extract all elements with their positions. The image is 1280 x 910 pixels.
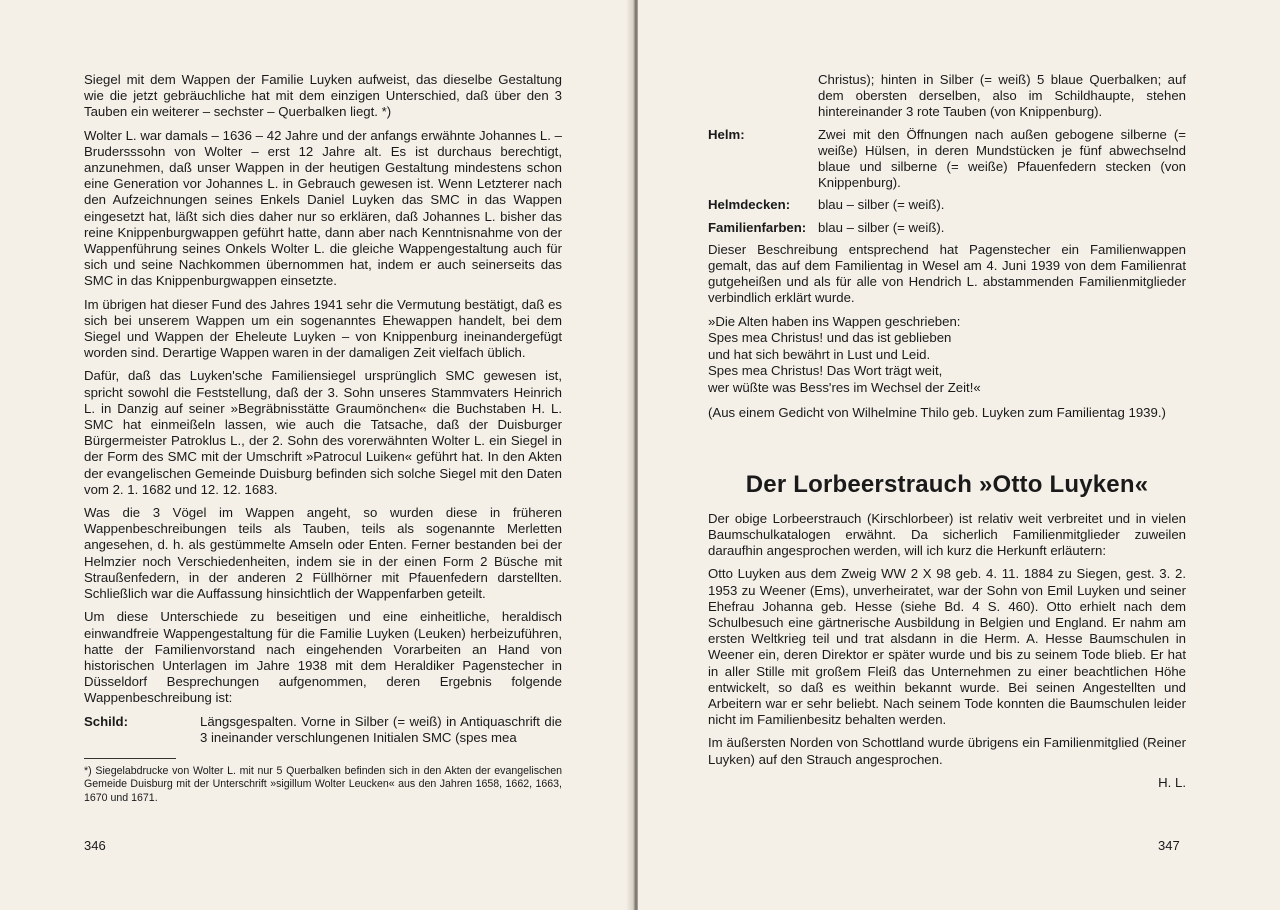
definition-row xyxy=(708,197,1186,213)
poem-line: Spes mea Christus! Das Wort trägt weit, xyxy=(708,363,943,379)
poem-line: wer wüßte was Bess'res im Wechsel der Zeit!« xyxy=(708,380,981,396)
section-heading: Der Lorbeerstrauch »Otto Luyken« xyxy=(745,470,1149,498)
definition-term: Familienfarben: xyxy=(708,219,807,235)
coat-of-arms-definitions xyxy=(708,72,1186,236)
author-signature: H. L. xyxy=(1158,774,1186,790)
definition-text: blau – silber (= weiß). xyxy=(818,219,945,235)
definition-row xyxy=(708,72,1186,121)
paragraph: Dieser Beschreibung entsprechend hat Pagenstecher ein Familienwappen gemalt, das auf dem Familientag in Wesel am 4. Juni 1939 von dem Familienrat gutgeheißen und als für alle von Hendrich L. abstammenden Familienmitglieder verbindlich erklärt wurde. xyxy=(708,241,1186,306)
footnote-rule xyxy=(84,758,176,759)
paragraph: Siegel mit dem Wappen der Familie Luyken aufweist, das dieselbe Gestaltung wie die jetzt gebräuchliche hat mit dem einzigen Unterschied, daß über den 3 Tauben ein weiterer – sechster – Querbalken liegt. *) xyxy=(84,72,562,120)
left-page-text xyxy=(84,72,562,812)
footnote-text: *) Siegelabdrucke von Wolter L. mit nur 5 Querbalken befinden sich in den Akten der evangelischen Gemeide Duisburg mit der Unterschrift »sigillum Wolter Leucken« aus den Jahren 1658, 1662, 1663, 1670 und 1671. xyxy=(84,764,562,804)
right-page-text xyxy=(708,72,1186,790)
poem-line: Spes mea Christus! und das ist geblieben xyxy=(708,330,952,346)
schild-text: Längsgespalten. Vorne in Silber (= weiß) in Antiquaschrift die 3 ineinander verschlungenen Initialen SMC (spes mea xyxy=(200,713,562,745)
definition-term xyxy=(708,72,818,121)
definition-term: Helmdecken: xyxy=(708,197,791,213)
definition-term: Helm: xyxy=(708,126,745,142)
page-number-right: 347 xyxy=(1158,838,1180,853)
definition-text: Christus); hinten in Silber (= weiß) 5 blaue Querbalken; auf dem obersten derselben, also im Schildhaupte, stehen hintereinander 3 rote Tauben (von Knippenburg). xyxy=(818,72,1186,120)
paragraph: Dafür, daß das Luyken'sche Familiensiegel ursprünglich SMC gewesen ist, spricht sowohl die Feststellung, daß der 3. Sohn unseres Stammvaters Heinrich L. in Danzig auf seiner »Begräbnisstätte Graumönchen« die Buchstaben H. L. SMC hat einmeißeln lassen, wie auch die Tatsache, daß der Duisburger Bürgermeister Patroklus L., der 2. Sohn des vorerwähnten Wolter L. ein Siegel in der Form des SMC mit der Umschrift »Patrocul Luiken« geführt hat. In den Akten der evangelischen Gemeinde Duisburg befinden sich solche Siegel mit den Daten vom 2. 1. 1682 und 12. 12. 1683. xyxy=(84,368,562,497)
paragraph: Wolter L. war damals – 1636 – 42 Jahre und der anfangs erwähnte Johannes L. – Brudersssohn von Wolter – erst 12 Jahre alt. Es ist durchaus berechtigt, anzunehmen, daß unser Wappen in der heutigen Gestaltung mindestens schon eine Generation vor Johannes L. in Gebrauch gewesen ist. Wenn Letzterer nach den Aufzeichnungen seines Enkels Daniel Luyken das SMC in das Wappen eingesetzt hat, läßt sich dies daher nur so erklären, daß Johannes L. bisher das reine Knippenburgwappen geführt hatte, dann aber nach Kenntnisnahme von der Wappenführung seines Onkels Wolter L. die gleiche Wappengestaltung auch für sich und seine Nachkommen übernommen hat, indem er auch seinerseits das SMC in das Knippenburgwappen einsetzte. xyxy=(84,127,562,289)
schild-definition xyxy=(84,714,562,746)
left-page xyxy=(0,0,632,910)
definition-text: Zwei mit den Öffnungen nach außen gebogene silberne (= weiße) Hülsen, in deren Mundstücken je fünf abwechselnd blaue und silberne (= weiße) Pfauenfedern stecken (von Knippenburg). xyxy=(818,126,1186,191)
paragraph: Im übrigen hat dieser Fund des Jahres 1941 sehr die Vermutung bestätigt, daß es sich bei unserem Wappen um ein sogenanntes Ehewappen handelt, bei dem Siegel und Wappen der Eheleute Luyken – von Knippenburg ineinandergefügt worden sind. Derartige Wappen waren in der damaligen Zeit vielfach üblich. xyxy=(84,296,562,361)
poem xyxy=(708,314,1186,397)
footnote xyxy=(84,765,562,805)
definition-row xyxy=(708,220,1186,236)
definition-text: blau – silber (= weiß). xyxy=(818,197,945,213)
paragraph: Im äußersten Norden von Schottland wurde übrigens ein Familienmitglied (Reiner Luyken) auf den Strauch angesprochen. xyxy=(708,735,1186,767)
paragraph: Der obige Lorbeerstrauch (Kirschlorbeer) ist relativ weit verbreitet und in vielen Baumschulkatalogen erwähnt. Da sicherlich Familienmitglieder zuweilen daraufhin angesprochen werden, will ich kurz die Herkunft erläutern: xyxy=(708,510,1186,559)
schild-term: Schild: xyxy=(84,713,128,729)
poem-line: und hat sich bewährt in Lust und Leid. xyxy=(708,346,931,362)
paragraph: Otto Luyken aus dem Zweig WW 2 X 98 geb. 4. 11. 1884 zu Siegen, gest. 3. 2. 1953 zu Weener (Ems), unverheiratet, war der Sohn von Emil Luyken und seiner Ehefrau Johanna geb. Hesse (siehe Bd. 4 S. 460). Otto erhielt nach dem Schulbesuch eine gärtnerische Ausbildung in Belgien und England. Er nahm am ersten Weltkrieg teil und trat alsdann in die Herm. A. Hesse Baumschulen in Weener ein, deren Direktor er später wurde und bis zu seinem Tode blieb. Er hat in aller Stille mit großem Fleiß das Unternehmen zu einer beachtlichen Höhe entwickelt, so daß es weithin bekannt wurde. Bei seinen Angestellten und Arbeitern war er sehr beliebt. Nach seinem Tode konnten die Baumschulen leider nicht im Familienbesitz behalten werden. xyxy=(708,566,1186,728)
paragraph: Was die 3 Vögel im Wappen angeht, so wurden diese in früheren Wappenbeschreibungen teils als Tauben, teils als sogenannte Merletten angesehen, d. h. als gestümmelte Amseln oder Enten. Ferner bestanden bei der Helmzier noch Verschiedenheiten, indem sie in der einen Form 2 Büsche mit Straußenfedern, in der anderen 2 Füllhörner mit Pfauenfedern darstellten. Schließlich war die Auffassung hinsichtlich der Wappenfarben geteilt. xyxy=(84,505,562,602)
paragraph: Um diese Unterschiede zu beseitigen und eine einheitliche, heraldisch einwandfreie Wappengestaltung für die Familie Luyken (Leuken) herbeizuführen, hatte der Familienvorstand nach eingehenden Vorarbeiten an Hand von historischen Unterlagen im Jahre 1938 mit dem Heraldiker Pagenstecher in Düsseldorf Besprechungen aufgenommen, deren Ergebnis folgende Wappenbeschreibung ist: xyxy=(84,609,562,706)
definition-row xyxy=(708,127,1186,192)
poem-line: »Die Alten haben ins Wappen geschrieben: xyxy=(708,313,961,329)
page-number-left: 346 xyxy=(84,838,106,853)
right-page xyxy=(638,0,1280,910)
poem-source: (Aus einem Gedicht von Wilhelmine Thilo geb. Luyken zum Familientag 1939.) xyxy=(708,404,1166,420)
